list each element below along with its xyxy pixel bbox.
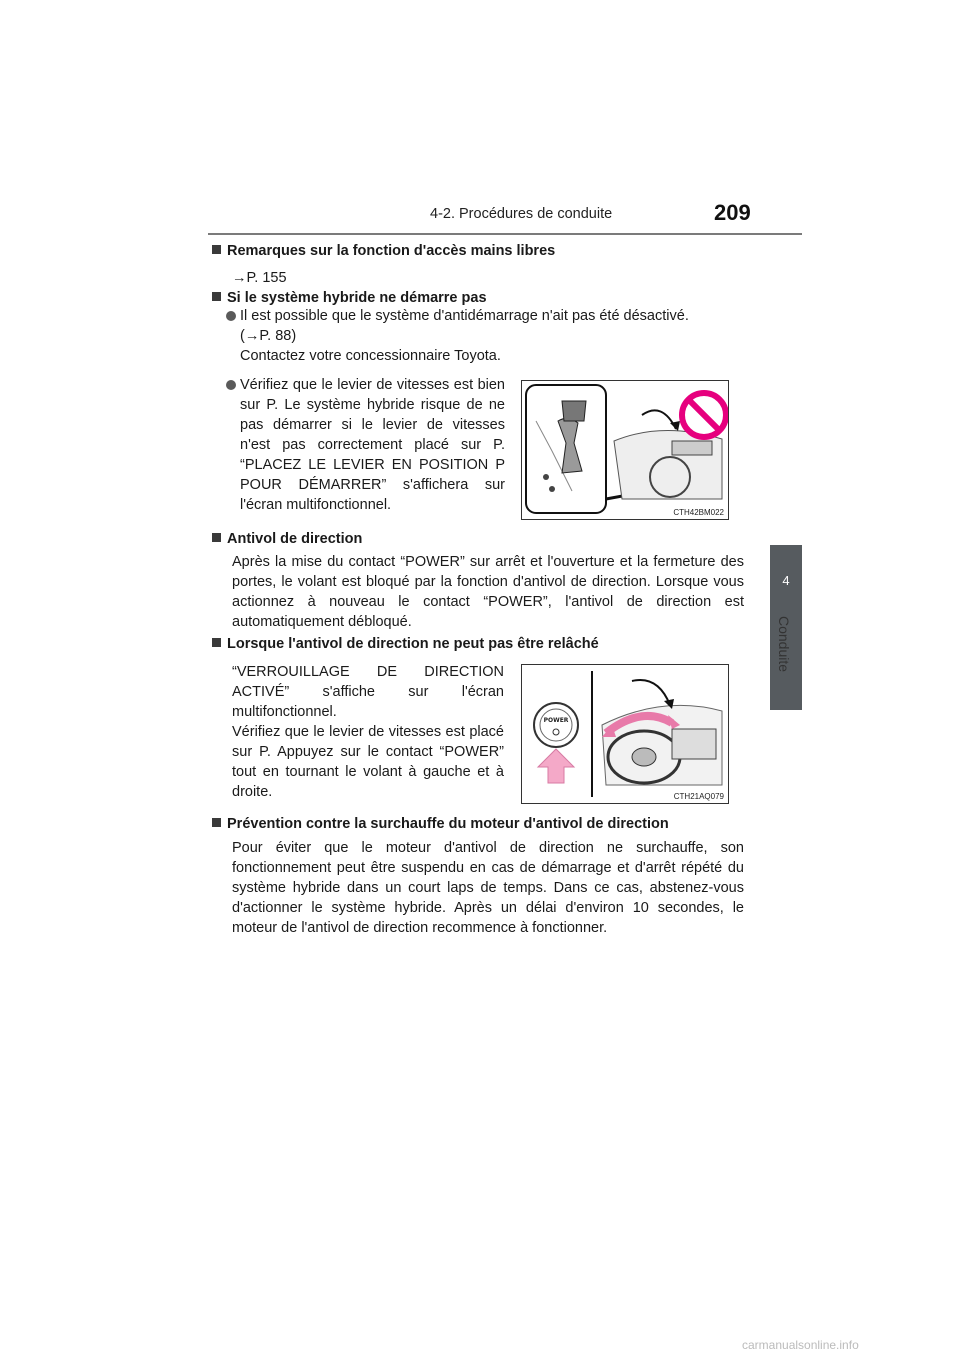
heading-marker-icon	[212, 533, 221, 542]
power-button-illustration	[522, 665, 728, 803]
heading-marker-icon	[212, 292, 221, 301]
bullet-icon	[226, 311, 236, 321]
power-label: POWER	[543, 717, 569, 724]
shift-lever-illustration	[522, 381, 728, 519]
heading-marker-icon	[212, 818, 221, 827]
shift-lever-note: Vérifiez que le levier de vitesses est bien sur P. Le système hybride risque de ne pas démarrer si le levier de vitesses n'est pas correctement placé sur P. “PLACEZ LE LEVIER EN POSITION P POUR DÉMARRER” s'affichera sur l'écran multifonctionnel.	[240, 377, 505, 513]
heading-hands-free: Remarques sur la fonction d'accès mains libres	[212, 243, 555, 259]
steering-locked-message: “VERROUILLAGE DE DIRECTION ACTIVÉ” s'affiche sur l'écran multifonctionnel.	[232, 664, 504, 720]
motor-overheat-text: Pour éviter que le moteur d'antivol de direction ne surchauffe, son fonctionnement peut être suspendu en cas de démarrage et d'arrêt répété du système hybride dans un court laps de temps. Dans ce cas, abstenez-vous d'actionner le système hybride. Après un délai d'environ 10 secondes, le moteur de l'antivol de direction recommence à fonctionner.	[232, 840, 744, 936]
site-watermark: carmanualsonline.info	[742, 1338, 859, 1352]
hands-free-reference: →P. 155	[232, 270, 287, 286]
heading-steering-lock: Antivol de direction	[212, 531, 362, 547]
page-number: 209	[714, 200, 751, 225]
chapter-label: Conduite	[776, 616, 792, 673]
contact-dealer-note: Contactez votre concessionnaire Toyota.	[240, 348, 501, 364]
header-rule	[208, 233, 802, 235]
heading-marker-icon	[212, 638, 221, 647]
heading-hybrid-not-starting: Si le système hybride ne démarre pas	[212, 290, 487, 306]
immobilizer-note: Il est possible que le système d'antidémarrage n'ait pas été désactivé. (→P. 88)	[240, 308, 689, 344]
figure-code: CTH42BM022	[673, 508, 724, 517]
section-title: 4-2. Procédures de conduite	[430, 206, 613, 222]
figure-code: CTH21AQ079	[673, 792, 724, 801]
shift-lever-figure	[521, 380, 729, 520]
power-button-figure	[521, 664, 729, 804]
heading-motor-overheat: Prévention contre la surchauffe du moteur d'antivol de direction	[212, 816, 669, 832]
chapter-number: 4	[782, 573, 790, 588]
bullet-icon	[226, 380, 236, 390]
steering-lock-text: Après la mise du contact “POWER” sur arrêt et l'ouverture et la fermeture des portes, le volant est bloqué par la fonction d'antivol de direction. Lorsque vous actionnez à nouveau le contact “POWER”, l'antivol de direction est automatiquement débloqué.	[232, 554, 744, 630]
heading-marker-icon	[212, 245, 221, 254]
release-instructions: Vérifiez que le levier de vitesses est placé sur P. Appuyez sur le contact “POWER” tout en tournant le volant à gauche et à droite.	[232, 724, 504, 800]
heading-lock-not-released: Lorsque l'antivol de direction ne peut pas être relâché	[212, 636, 599, 652]
